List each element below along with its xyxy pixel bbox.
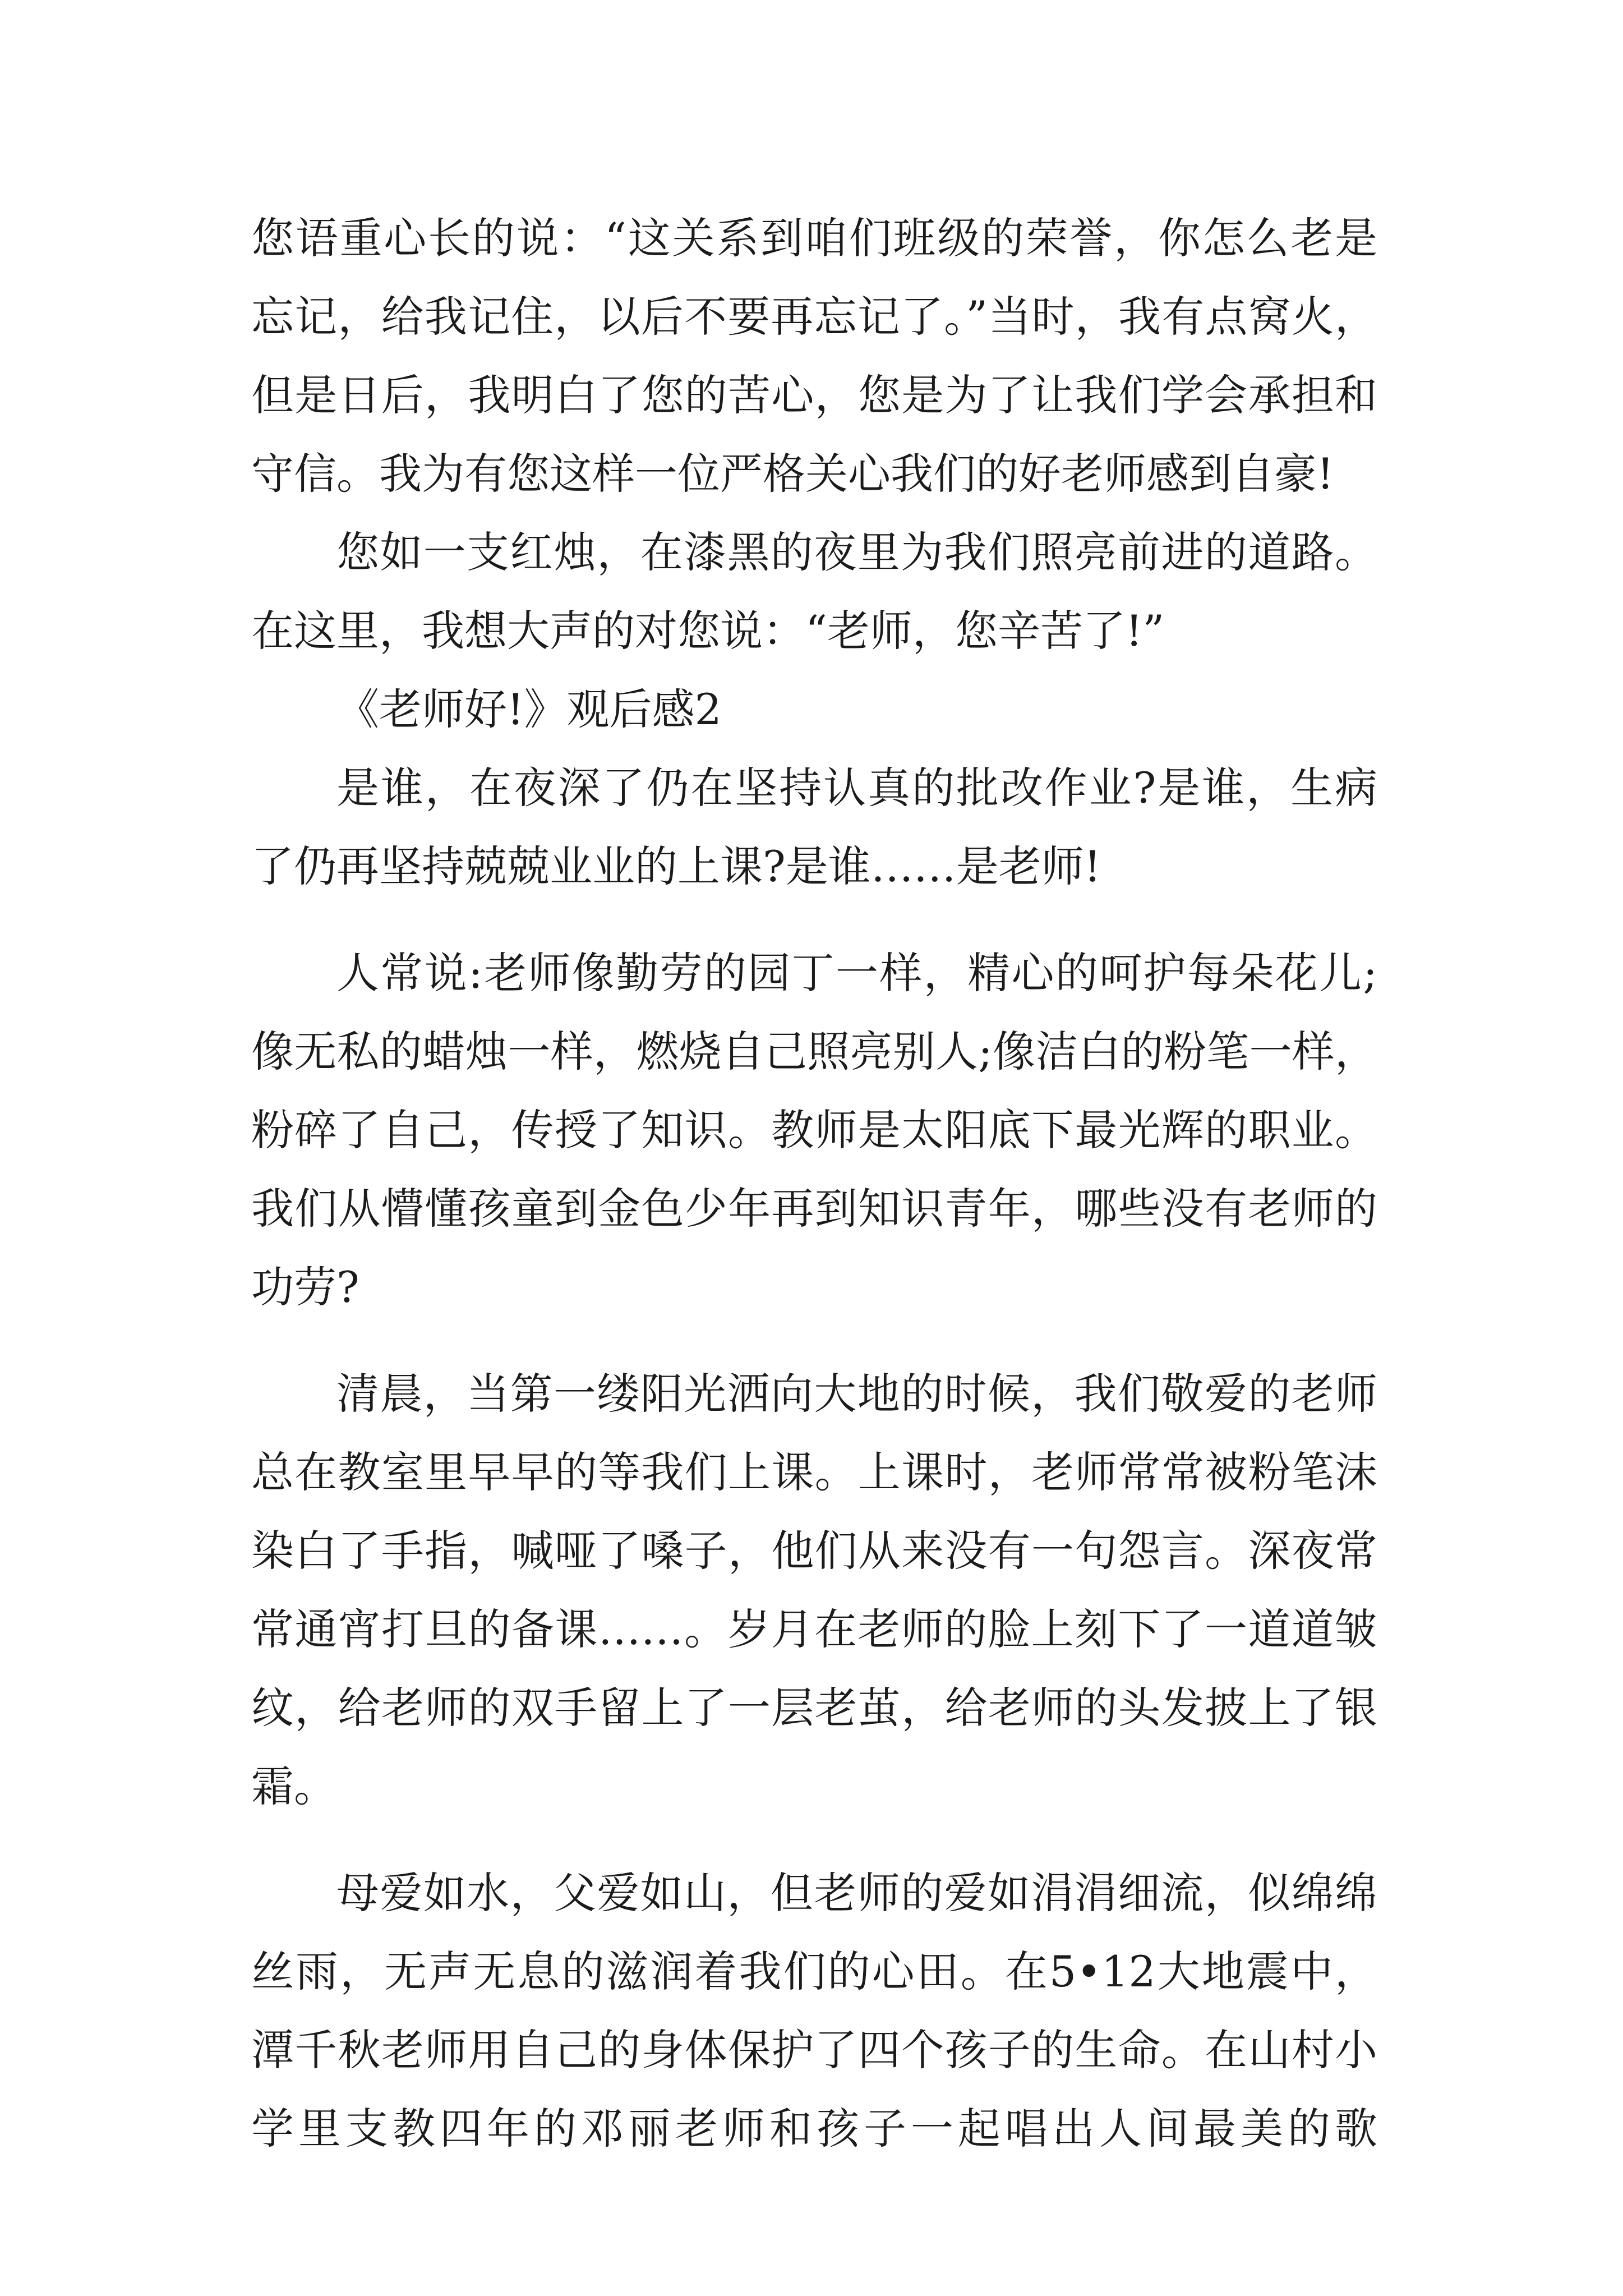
text-line: 学里支教四年的邓丽老师和孩子一起唱出人间最美的歌 [251, 2104, 1377, 2154]
text-line: 功劳? [251, 1262, 359, 1312]
paragraph [251, 749, 1377, 906]
text-line: 染白了手指，喊哑了嗓子，他们从来没有一句怨言。深夜常 [251, 1526, 1377, 1576]
text-line: 了仍再坚持兢兢业业的上课?是谁……是老师! [251, 841, 1101, 891]
paragraph [251, 934, 1377, 1327]
paragraph [251, 199, 1377, 513]
section-heading [251, 670, 1377, 749]
text-line: 常通宵打旦的备课……。岁月在老师的脸上刻下了一道道皱 [251, 1604, 1377, 1654]
text-line: 潭千秋老师用自己的身体保护了四个孩子的生命。在山村小 [251, 2025, 1377, 2075]
text-line: 但是日后，我明白了您的苦心，您是为了让我们学会承担和 [251, 370, 1377, 420]
text-line: 纹，给老师的双手留上了一层老茧，给老师的头发披上了银 [251, 1683, 1377, 1733]
text-line: 忘记，给我记住，以后不要再忘记了。”当时，我有点窝火， [251, 292, 1377, 342]
paragraph [251, 1854, 1377, 2168]
text-line: 清晨，当第一缕阳光洒向大地的时候，我们敬爱的老师 [336, 1369, 1377, 1419]
text-line: 您语重心长的说：“这关系到咱们班级的荣誉，你怎么老是 [251, 213, 1377, 263]
section-heading-text: 《老师好!》观后感2 [336, 684, 722, 734]
text-line: 像无私的蜡烛一样，燃烧自己照亮别人;像洁白的粉笔一样， [251, 1027, 1377, 1076]
paragraph [251, 1355, 1377, 1826]
text-line: 在这里，我想大声的对您说：“老师，您辛苦了!” [251, 606, 1165, 656]
text-line: 粉碎了自己，传授了知识。教师是太阳底下最光辉的职业。 [251, 1105, 1377, 1155]
text-line: 丝雨，无声无息的滋润着我们的心田。在5•12大地震中， [251, 1947, 1377, 1996]
text-line: 母爱如水，父爱如山，但老师的爱如涓涓细流，似绵绵 [336, 1868, 1377, 1918]
document-body [251, 199, 1377, 2168]
text-line: 霜。 [251, 1761, 336, 1811]
text-line: 我们从懵懂孩童到金色少年再到知识青年，哪些没有老师的 [251, 1184, 1377, 1234]
text-line: 您如一支红烛，在漆黑的夜里为我们照亮前进的道路。 [336, 527, 1377, 577]
text-line: 人常说:老师像勤劳的园丁一样，精心的呵护每朵花儿; [336, 948, 1377, 998]
text-line: 是谁，在夜深了仍在坚持认真的批改作业?是谁，生病 [336, 763, 1377, 813]
text-line: 守信。我为有您这样一位严格关心我们的好老师感到自豪! [251, 449, 1334, 499]
paragraph [251, 513, 1377, 670]
text-line: 总在教室里早早的等我们上课。上课时，老师常常被粉笔沫 [251, 1447, 1377, 1497]
